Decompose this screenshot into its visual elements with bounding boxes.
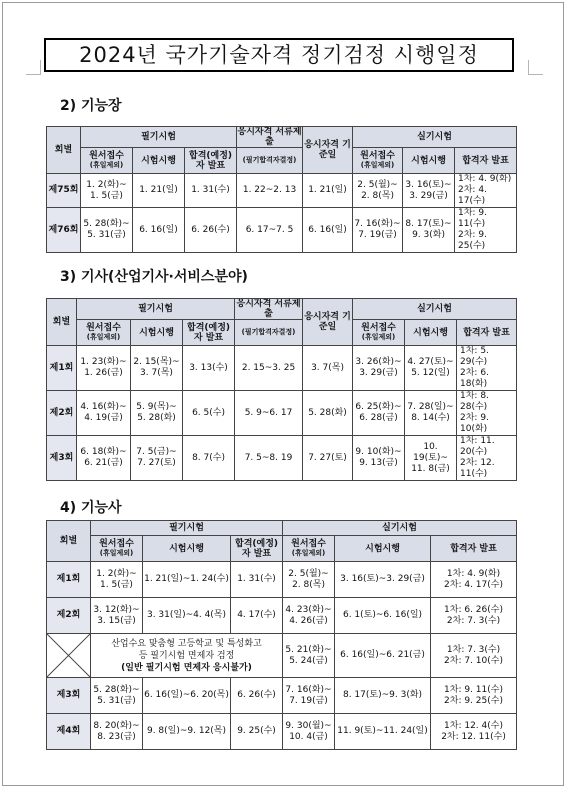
written-result-cell: 3. 13(수) bbox=[183, 346, 235, 391]
written-apply-cell: 6. 18(화)~ 6. 21(금) bbox=[77, 436, 131, 481]
header-practical-exam: 시험시행 bbox=[403, 148, 455, 174]
final-result-cell: 1차: 12. 4(수) 2차: 12. 11(수) bbox=[431, 714, 517, 750]
final-result-cell: 1차: 7. 3(수) 2차: 7. 10(수) bbox=[431, 634, 517, 678]
table-row bbox=[47, 391, 517, 436]
practical-exam-cell: 10. 19(토)~ 11. 8(금) bbox=[405, 436, 457, 481]
header-practical-exam: 시험시행 bbox=[335, 536, 431, 562]
written-exam-cell: 9. 8(일)~9. 12(목) bbox=[143, 714, 231, 750]
header-docs-sub: (필기합격자결정) bbox=[237, 148, 303, 174]
header-docs-date: 응시자격 기준일 bbox=[303, 299, 353, 346]
practical-exam-cell: 7. 28(일)~ 8. 14(수) bbox=[405, 391, 457, 436]
final-result-cell: 1차: 9. 11(수) 2차: 9. 25(수) bbox=[431, 678, 517, 714]
header-docs: 응시자격 서류제출 bbox=[236, 299, 301, 319]
final-result-cell: 1차: 6. 26(수) 2차: 7. 3(수) bbox=[431, 598, 517, 634]
written-exam-cell: 3. 31(일)~4. 4(목) bbox=[143, 598, 231, 634]
header-docs-sub: (필기합격자결정) bbox=[235, 320, 303, 346]
practical-exam-cell: 6. 16(일)~6. 21(금) bbox=[335, 634, 431, 678]
practical-exam-cell: 8. 17(토)~9. 3(화) bbox=[335, 678, 431, 714]
final-result-cell: 1차: 11. 20(수) 2차: 12. 11(수) bbox=[457, 436, 517, 481]
header-written-apply: 원서접수 (휴일제외) bbox=[81, 148, 133, 174]
round-label: 제1회 bbox=[47, 562, 91, 598]
practical-apply-cell: 2. 5(월)~ 2. 8(목) bbox=[283, 562, 335, 598]
round-label: 제4회 bbox=[47, 714, 91, 750]
docs-cell: 5. 9~6. 17 bbox=[235, 391, 303, 436]
cross-mark-icon bbox=[47, 634, 90, 677]
written-apply-cell: 5. 28(화)~ 5. 31(금) bbox=[81, 208, 133, 253]
docs-cell: 6. 17~7. 5 bbox=[237, 208, 303, 253]
final-result-cell: 1차: 4. 9(화) 2차: 4. 17(수) bbox=[431, 562, 517, 598]
practical-apply-cell: 2. 5(월)~ 2. 8(목) bbox=[353, 174, 403, 208]
table-row bbox=[47, 436, 517, 481]
written-exam-cell: 6. 16(일)~6. 20(목) bbox=[143, 678, 231, 714]
written-exam-cell: 6. 16(일) bbox=[133, 208, 185, 253]
written-result-cell: 6. 26(수) bbox=[231, 678, 283, 714]
header-written-result: 합격(예정)자 발표 bbox=[231, 536, 283, 562]
round-label: 제76회 bbox=[47, 208, 81, 253]
written-exam-cell: 2. 15(목)~ 3. 7(목) bbox=[131, 346, 183, 391]
written-result-cell: 8. 7(수) bbox=[183, 436, 235, 481]
section-heading-craftsman: 4) 기능사 bbox=[60, 500, 122, 516]
docs-cell: 1. 22~2. 13 bbox=[237, 174, 303, 208]
written-apply-cell: 1. 2(화)~ 1. 5(금) bbox=[81, 174, 133, 208]
final-result-cell: 1차: 8. 28(수) 2차: 9. 10(화) bbox=[457, 391, 517, 436]
header-practical-apply: 원서접수 (휴일제외) bbox=[353, 148, 403, 174]
header-written-apply: 원서접수 (휴일제외) bbox=[77, 320, 131, 346]
header-practical-exam: 시험시행 bbox=[405, 320, 457, 346]
schedule-table-master-craftsman bbox=[46, 126, 517, 253]
crop-mark bbox=[528, 60, 543, 75]
header-round: 회별 bbox=[47, 521, 91, 562]
written-result-cell: 6. 5(수) bbox=[183, 391, 235, 436]
written-apply-cell: 5. 28(화)~ 5. 31(금) bbox=[91, 678, 143, 714]
header-docs-date: 응시자격 기준일 bbox=[303, 127, 353, 174]
round-label: 제2회 bbox=[47, 391, 77, 436]
docs-cell: 2. 15~3. 25 bbox=[235, 346, 303, 391]
header-written: 필기시험 bbox=[81, 127, 237, 148]
table-row bbox=[47, 562, 517, 598]
crop-mark bbox=[26, 60, 41, 75]
practical-apply-cell: 5. 21(화)~ 5. 24(금) bbox=[283, 634, 335, 678]
written-result-cell: 9. 25(수) bbox=[231, 714, 283, 750]
header-docs: 응시자격 서류제출 bbox=[237, 127, 302, 147]
practical-apply-cell: 4. 23(화)~ 4. 26(금) bbox=[283, 598, 335, 634]
written-exam-cell: 1. 21(일)~1. 24(수) bbox=[143, 562, 231, 598]
practical-apply-cell: 9. 30(월)~ 10. 4(금) bbox=[283, 714, 335, 750]
header-round: 회별 bbox=[47, 299, 77, 346]
header-practical-apply: 원서접수 (휴일제외) bbox=[353, 320, 405, 346]
schedule-table-craftsman bbox=[46, 520, 517, 750]
final-result-cell: 1차: 5. 29(수) 2차: 6. 18(화) bbox=[457, 346, 517, 391]
written-result-cell: 4. 17(수) bbox=[231, 598, 283, 634]
base-date-cell: 6. 16(일) bbox=[303, 208, 353, 253]
table-row bbox=[47, 634, 517, 678]
table-row bbox=[47, 208, 517, 253]
header-written-exam: 시험시행 bbox=[131, 320, 183, 346]
practical-apply-cell: 7. 16(화)~ 7. 19(금) bbox=[353, 208, 403, 253]
section-heading-master-craftsman: 2) 기능장 bbox=[60, 98, 122, 114]
practical-exam-cell: 4. 27(토)~ 5. 12(일) bbox=[405, 346, 457, 391]
header-practical-apply: 원서접수 (휴일제외) bbox=[283, 536, 335, 562]
final-result-cell: 1차: 4. 9(화) 2차: 4. 17(수) bbox=[455, 174, 517, 208]
page-title: 2024년 국가기술자격 정기검정 시행일정 bbox=[44, 38, 514, 72]
header-practical: 실기시험 bbox=[353, 127, 517, 148]
header-written-exam: 시험시행 bbox=[133, 148, 185, 174]
docs-cell: 7. 5~8. 19 bbox=[235, 436, 303, 481]
round-label: 제3회 bbox=[47, 678, 91, 714]
written-apply-cell: 8. 20(화)~ 8. 23(금) bbox=[91, 714, 143, 750]
table-row bbox=[47, 174, 517, 208]
practical-exam-cell: 6. 1(토)~6. 16(일) bbox=[335, 598, 431, 634]
base-date-cell: 7. 27(토) bbox=[303, 436, 353, 481]
written-apply-cell: 1. 2(화)~ 1. 5(금) bbox=[91, 562, 143, 598]
practical-apply-cell: 7. 16(화)~ 7. 19(금) bbox=[283, 678, 335, 714]
written-apply-cell: 3. 12(화)~ 3. 15(금) bbox=[91, 598, 143, 634]
header-round: 회별 bbox=[47, 127, 81, 174]
header-practical: 실기시험 bbox=[353, 299, 517, 320]
written-apply-cell: 4. 16(화)~ 4. 19(금) bbox=[77, 391, 131, 436]
header-written-apply: 원서접수 (휴일제외) bbox=[91, 536, 143, 562]
round-label: 제2회 bbox=[47, 598, 91, 634]
round-label: 제1회 bbox=[47, 346, 77, 391]
practical-exam-cell: 11. 9(토)~11. 24(일) bbox=[335, 714, 431, 750]
written-exam-cell: 7. 5(금)~ 7. 27(토) bbox=[131, 436, 183, 481]
written-result-cell: 1. 31(수) bbox=[231, 562, 283, 598]
base-date-cell: 3. 7(목) bbox=[303, 346, 353, 391]
exemption-notice-cell: 산업수요 맞춤형 고등학교 및 특성화고 등 필기시험 면제자 검정 (일반 필기시험 면제자 응시불가) bbox=[91, 634, 283, 678]
table-row bbox=[47, 714, 517, 750]
table-row bbox=[47, 598, 517, 634]
header-written: 필기시험 bbox=[91, 521, 283, 536]
header-final-result: 합격자 발표 bbox=[431, 536, 517, 562]
practical-apply-cell: 3. 26(화)~ 3. 29(금) bbox=[353, 346, 405, 391]
base-date-cell: 1. 21(일) bbox=[303, 174, 353, 208]
round-label: 제3회 bbox=[47, 436, 77, 481]
schedule-table-engineer bbox=[46, 298, 517, 481]
header-written-exam: 시험시행 bbox=[143, 536, 231, 562]
written-apply-cell: 1. 23(화)~ 1. 26(금) bbox=[77, 346, 131, 391]
section-heading-engineer: 3) 기사(산업기사·서비스분야) bbox=[60, 269, 248, 285]
written-result-cell: 1. 31(수) bbox=[185, 174, 237, 208]
header-final-result: 합격자 발표 bbox=[457, 320, 517, 346]
header-final-result: 합격자 발표 bbox=[455, 148, 517, 174]
practical-exam-cell: 3. 16(토)~3. 29(금) bbox=[335, 562, 431, 598]
header-written: 필기시험 bbox=[77, 299, 235, 320]
header-practical: 실기시험 bbox=[283, 521, 517, 536]
practical-apply-cell: 6. 25(화)~ 6. 28(금) bbox=[353, 391, 405, 436]
base-date-cell: 5. 28(화) bbox=[303, 391, 353, 436]
practical-exam-cell: 8. 17(토)~ 9. 3(화) bbox=[403, 208, 455, 253]
crossed-out-round-cell bbox=[47, 634, 91, 678]
table-row bbox=[47, 678, 517, 714]
table-row bbox=[47, 346, 517, 391]
written-exam-cell: 1. 21(일) bbox=[133, 174, 185, 208]
round-label: 제75회 bbox=[47, 174, 81, 208]
header-written-result: 합격(예정)자 발표 bbox=[183, 320, 235, 346]
practical-apply-cell: 9. 10(화)~ 9. 13(금) bbox=[353, 436, 405, 481]
written-exam-cell: 5. 9(목)~ 5. 28(화) bbox=[131, 391, 183, 436]
practical-exam-cell: 3. 16(토)~ 3. 29(금) bbox=[403, 174, 455, 208]
final-result-cell: 1차: 9. 11(수) 2차: 9. 25(수) bbox=[455, 208, 517, 253]
written-result-cell: 6. 26(수) bbox=[185, 208, 237, 253]
header-written-result: 합격(예정)자 발표 bbox=[185, 148, 237, 174]
